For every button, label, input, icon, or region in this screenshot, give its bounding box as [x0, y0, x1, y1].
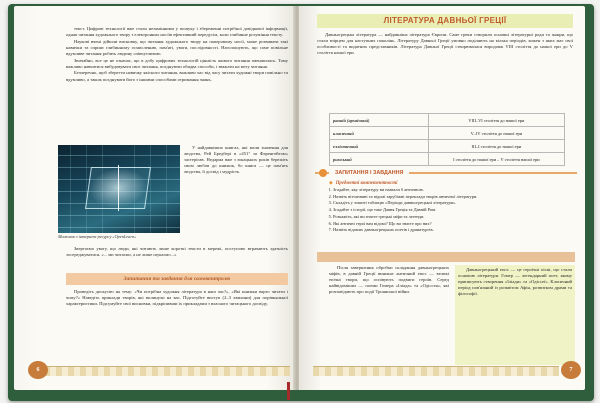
questions-heading: ЗАПИТАННЯ І ЗАВДАННЯ	[329, 168, 409, 178]
section-divider	[317, 252, 575, 262]
digital-book-illustration	[58, 145, 180, 233]
paragraph: У найдавніших книгах, які мали значення для людства, Рей Бредбері в «451° за Фаренгейтом» застерігав. Недарма вже з юнацьких років бережіть свою любов до книжок, бо книга — це пам'ять людства, її досвід і мудрість.	[184, 145, 288, 175]
table-cell: I століття до нашої ери – V століття нашої ери	[428, 153, 564, 166]
left-top-text	[66, 26, 288, 83]
table-cell: класичний	[330, 127, 429, 140]
left-bottom-text	[66, 246, 288, 259]
list-item: 6. Які античні герої вам відомі? Що ви знаєте про них?	[333, 221, 575, 228]
page-number: 6	[28, 361, 48, 379]
paragraph: Проведіть дискусію на тему: «Чи потрібна художня література в наш час?», «Які книжки варто читати і чому?» Наведіть приклади творів, які вплинули на вас. Підготуйте виступ (2–3 хвилини) для порівняльної характеристики. Підсумуйте свої висновки, підкріпивши їх прикладами з власного читацького досвіду.	[66, 289, 288, 307]
image-caption: Малюнок з інтернет-ресурсу «OpenLearn»	[58, 234, 137, 239]
list-item: 2. Назвіть вітчизняні та відомі зарубіжні переклади творів античної літератури.	[333, 194, 575, 201]
table-cell: III–I століття до нашої ери	[428, 140, 564, 153]
table-row	[330, 140, 565, 153]
table-cell: римський	[330, 153, 429, 166]
paragraph: Звичайно, все це не означає, що в добу цифрових технологій цінність живого читання зменшилась. Тому важливо навчитися вибудовувати своє читання, поєднуючи обидва способи, і зважати на мету читання.	[66, 57, 288, 69]
left-side-text	[184, 145, 288, 176]
left-page	[14, 6, 295, 390]
lightbulb-icon	[319, 169, 327, 177]
paragraph: текст. Цифрові технології вже стали незамінними у пошуку і збереженні потрібної довідкової інформації, однак читання художнього твору з електронних носіїв ефективний передусім, коли глибинне розуміння тексту.	[66, 26, 288, 38]
left-column-text	[329, 265, 449, 296]
questions-list	[325, 187, 575, 234]
page-footer-ornament	[313, 366, 559, 376]
paragraph: Звертаємо увагу, що люди, які читають лише короткі тексти в мережі, поступово втрачають здатність зосереджуватися. «... ми читаємо, а не лише шукаємо...»	[66, 246, 288, 258]
list-item: 5. Розкажіть, які ви знаєте грецькі міфи та легенди.	[333, 214, 575, 221]
section-band: Запитання та завдання для самоконтролю	[66, 273, 288, 285]
chapter-title: ЛІТЕРАТУРА ДАВНЬОЇ ГРЕЦІЇ	[317, 14, 573, 28]
left-tasks-text	[66, 289, 288, 308]
right-page	[299, 6, 585, 390]
table-row	[330, 127, 565, 140]
questions-subheading: ◆ Предметні компетентності	[329, 180, 397, 186]
table-cell: ранній (архаїчний)	[330, 114, 429, 127]
highlight-box	[455, 265, 575, 365]
page-number: 7	[561, 361, 581, 379]
list-item: 7. Назвіть відомих давньогрецьких поетів і драматургів.	[333, 227, 575, 234]
paragraph: Давньогрецький епос — це героїчні пісні, що стали основою літератури. Гомер — легендарний поет, якому приписують створення «Іліади» та «Одіссеї». Класичний період пов'язаний із розквітом Афін, розвитком драми та філософії.	[458, 267, 572, 297]
table-row	[330, 153, 565, 166]
paragraph: Наукові вчені дійшли висновку, що читання художнього твору на паперовому носії, може розвивати такі навички та сприяє глибинному осмисленню, пам'яті, уваги, послідовності. Наголошують, що саме повільне вдумливе читання робить людину співчутливою.	[66, 38, 288, 56]
bookmark-ribbon	[287, 382, 290, 400]
paragraph: Давньогрецька література — найдавніша література Європи. Саме греки створили основні літературні роди та жанри, що стали взірцем для наступних поколінь. Літературу Давньої Греції умовно поділяють на кілька періодів, кожен з яких має свої особливості та видатних представників. Література Давньої Греції створювалася впродовж VIII століття до нашої ери до V століття нашої ери.	[317, 32, 573, 56]
table-cell: V–IV століття до нашої ери	[428, 127, 564, 140]
list-item: 1. Згадайте, яку літературу ви назвали б античною.	[333, 187, 575, 194]
page-footer-ornament	[44, 366, 290, 376]
table-cell: еллістичний	[330, 140, 429, 153]
periods-table	[329, 113, 565, 166]
intro-text	[317, 32, 573, 57]
questions-header	[315, 168, 577, 178]
table-row	[330, 114, 565, 127]
list-item: 3. Складіть у зошиті таблицю «Періоди давньогрецької літератури».	[333, 200, 575, 207]
list-item: 4. Згадайте з історії, що таке Давня Греція та Давній Рим.	[333, 207, 575, 214]
paragraph: Безперечно, щоб зберегти навичку якісного читання, важливо час від часу читати художні твори повільно та вдумливо, а також поєднувати його з іншими способами отримання знань.	[66, 70, 288, 82]
paragraph: Після завершення обробки складання давньогрецьких міфів, в давній Греції виникає античний епос — великі епічні твори, що оспівують подвиги героїв. Серед найвідоміших — поеми Гомера «Іліада» та «Одіссея», які розповідають про події Троянської війни.	[329, 265, 449, 295]
table-cell: VIII–VI століття до нашої ери	[428, 114, 564, 127]
